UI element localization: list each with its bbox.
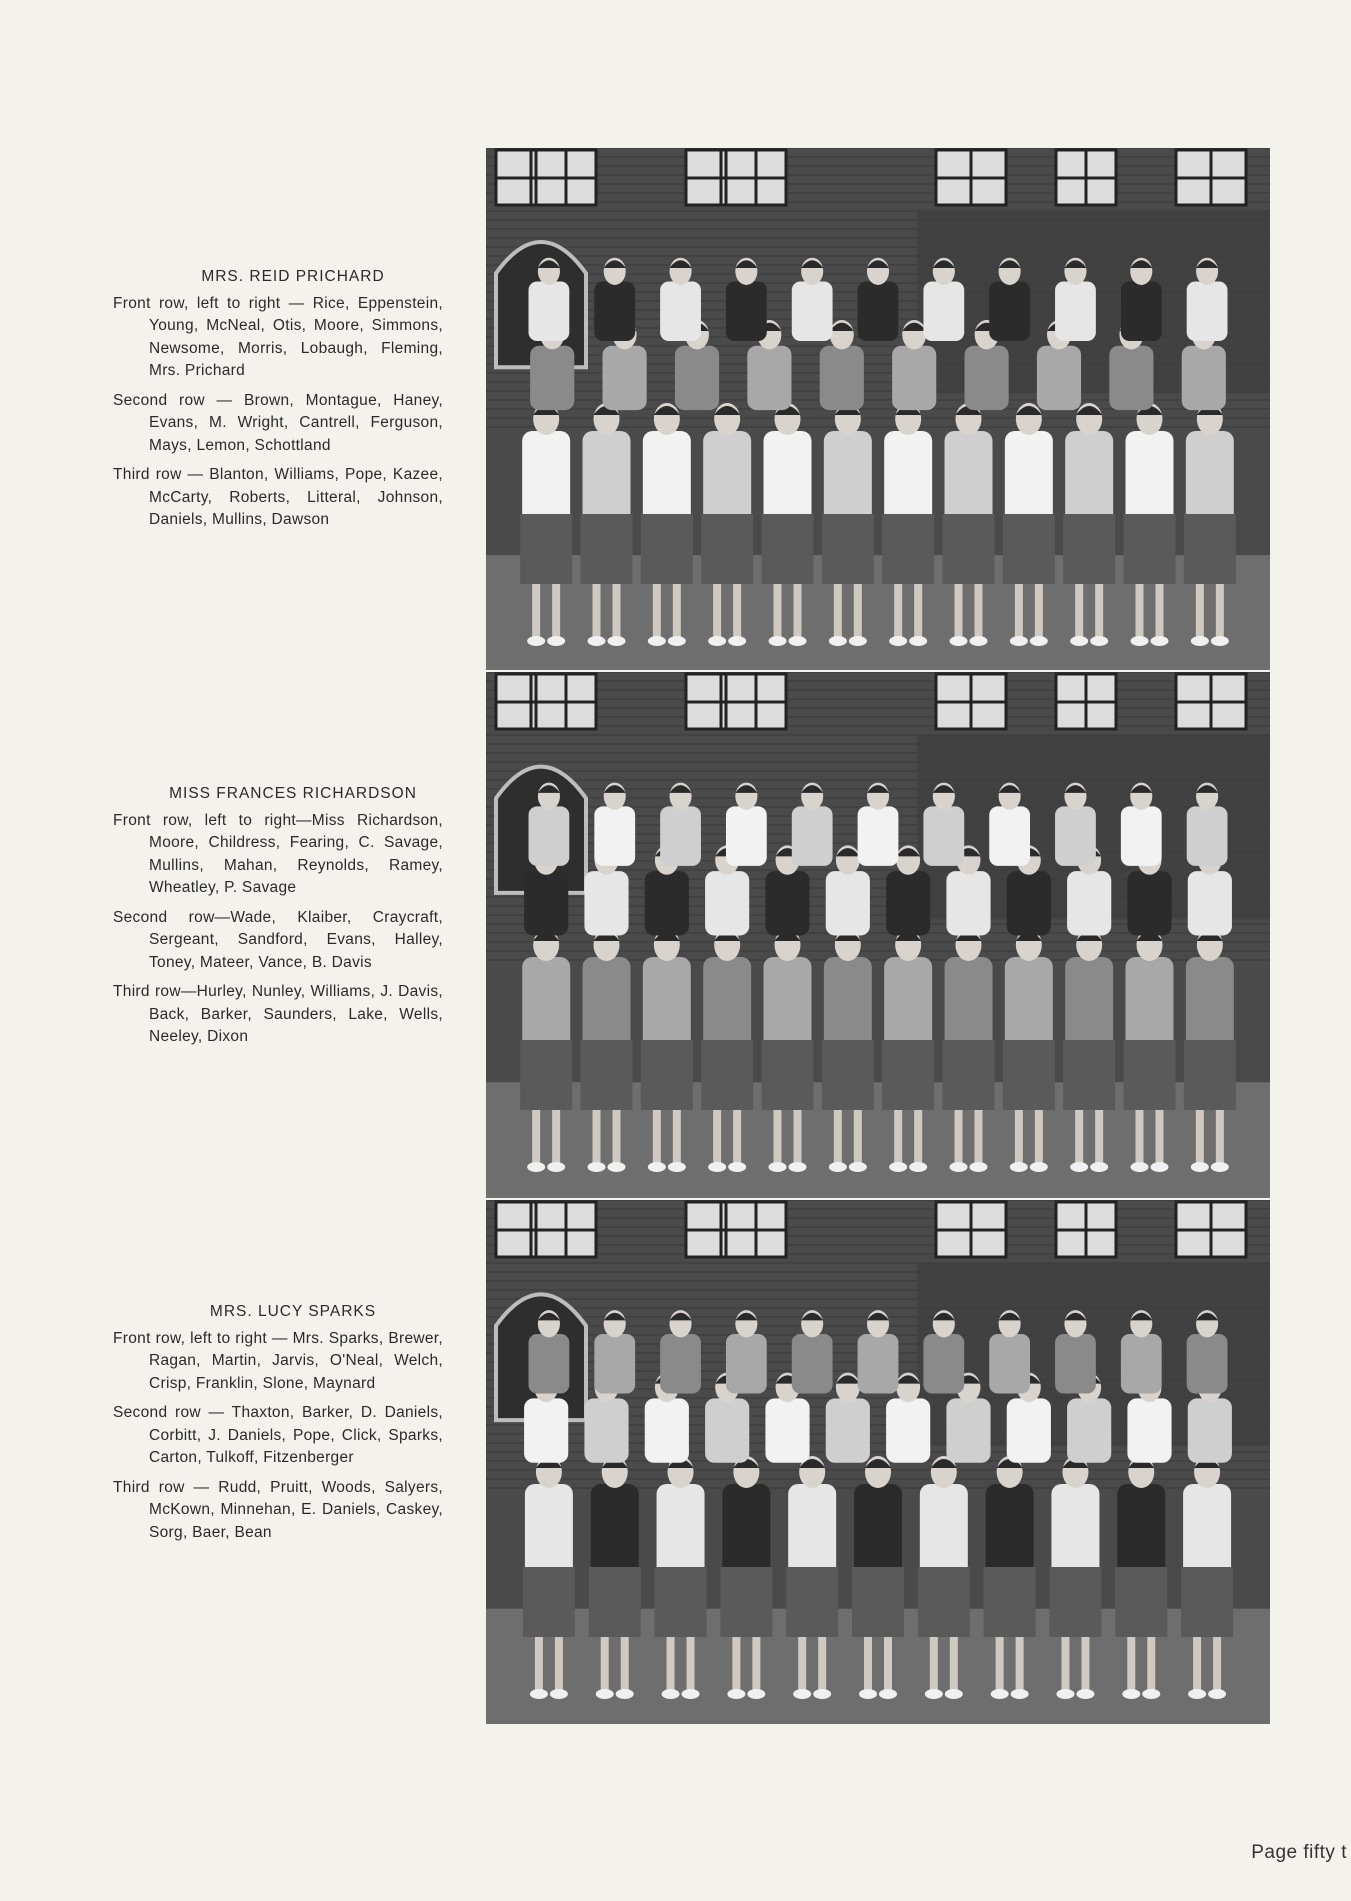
class-photo-sparks bbox=[486, 1200, 1270, 1724]
class-photo-prichard bbox=[486, 148, 1270, 670]
section-title: MRS. LUCY SPARKS bbox=[209, 1303, 377, 1320]
window bbox=[536, 674, 596, 729]
window bbox=[1056, 150, 1116, 205]
second-row-names: Second row—Wade, Klaiber, Craycraft, Sergeant, Sandford, Evans, Halley, Toney, Mateer, Vance, B. Davis bbox=[113, 908, 443, 971]
window bbox=[1056, 1202, 1116, 1257]
third-row-names: Third row—Hurley, Nunley, Williams, J. Davis, Back, Barker, Saunders, Lake, Wells, Neeley, Dixon bbox=[113, 983, 443, 1045]
section-title: MRS. REID PRICHARD bbox=[201, 268, 385, 285]
second-row-names: Second row — Thaxton, Barker, D. Daniels, Corbitt, J. Daniels, Pope, Click, Sparks, Carton, Tulkoff, Fitzenberger bbox=[113, 1404, 443, 1466]
caption-sparks bbox=[113, 1301, 443, 1551]
window bbox=[726, 674, 786, 729]
front-row-names: Front row, left to right — Rice, Eppenstein, Young, McNeal, Otis, Moore, Simmons, Newsome, Morris, Lobaugh, Fleming, Mrs. Prichard bbox=[113, 294, 443, 379]
window bbox=[726, 1202, 786, 1257]
window bbox=[536, 1202, 596, 1257]
class-group-photo-icon bbox=[486, 672, 1270, 1198]
caption-prichard bbox=[113, 266, 443, 539]
window bbox=[936, 150, 1006, 205]
window bbox=[936, 674, 1006, 729]
window bbox=[1176, 1202, 1246, 1257]
caption-richardson bbox=[113, 783, 443, 1056]
class-group-photo-icon bbox=[486, 1200, 1270, 1724]
class-photo-richardson bbox=[486, 672, 1270, 1198]
window bbox=[1176, 150, 1246, 205]
window bbox=[536, 150, 596, 205]
page-number: Page fifty t bbox=[1251, 1842, 1347, 1863]
front-row-names: Front row, left to right — Mrs. Sparks, Brewer, Ragan, Martin, Jarvis, O'Neal, Welch, Crisp, Franklin, Slone, Maynard bbox=[113, 1329, 443, 1392]
second-row-names: Second row — Brown, Montague, Haney, Evans, M. Wright, Cantrell, Ferguson, Mays, Lemon, Schottland bbox=[113, 391, 443, 454]
window bbox=[726, 150, 786, 205]
third-row-names: Third row — Blanton, Williams, Pope, Kazee, McCarty, Roberts, Litteral, Johnson, Daniels, Mullins, Dawson bbox=[113, 466, 443, 528]
window bbox=[1176, 674, 1246, 729]
class-group-photo-icon bbox=[486, 148, 1270, 670]
window bbox=[1056, 674, 1116, 729]
window bbox=[936, 1202, 1006, 1257]
section-title: MISS FRANCES RICHARDSON bbox=[169, 785, 417, 802]
front-row-names: Front row, left to right—Miss Richardson, Moore, Childress, Fearing, C. Savage, Mullins, Mahan, Reynolds, Ramey, Wheatley, P. Savage bbox=[113, 811, 443, 896]
third-row-names: Third row — Rudd, Pruitt, Woods, Salyers, McKown, Minnehan, E. Daniels, Caskey, Sorg, Baer, Bean bbox=[113, 1478, 443, 1541]
